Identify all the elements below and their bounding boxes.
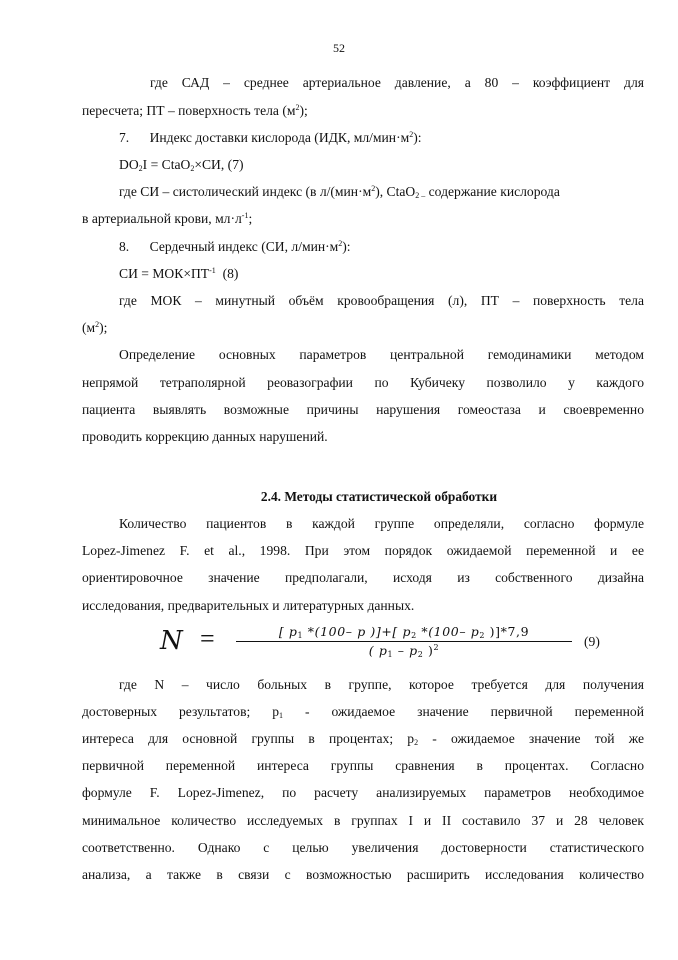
text-line: достоверных результатов; $p_1$ - ожидаемое значение первичной переменной [82, 704, 644, 720]
text-line: Lopez-Jimenez F. et al., 1998. При этом порядок ожидаемой переменной и ее [82, 543, 644, 558]
section-heading: 2.4. Методы статистической обработки [260, 489, 498, 504]
fraction-bar [236, 641, 572, 642]
text-line: исследования, предварительных и литературных данных. [82, 598, 415, 613]
text-line: Определение основных параметров центральной гемодинамики методом [119, 347, 644, 362]
page-number: 52 [333, 41, 345, 55]
text-line: Количество пациентов в каждой группе определяли, согласно формуле [119, 516, 644, 531]
formula-numerator: [ $p_1$ *(100– p )]+[ $p_2$ *(100– $p_2$ )]*7,9 [278, 624, 530, 640]
sample-size-formula [160, 624, 620, 664]
formula-line: СИ = $МОК\times ПТ^{-1}$ (8) [119, 266, 239, 281]
text-line: где САД – среднее артериальное давление, а 80 – коэффициент для [150, 75, 644, 90]
list-item: 8. Сердечный индекс (СИ, $л/мин\cdot м^2$): [119, 239, 351, 254]
text-line: непрямой тетраполярной реовазографии по Кубичеку позволило у каждого [82, 375, 644, 390]
text-line: где МОК – минутный объём кровообращения (л), ПТ – поверхность тела [119, 293, 644, 308]
list-item: 7. Индекс доставки кислорода (ИДК, $мл/мин\cdot м^2$): [119, 130, 422, 145]
text-line: пересчета; ПТ – поверхность тела $(м^2)$; [82, 103, 308, 118]
formula-lhs: N [160, 626, 183, 656]
formula-denominator: ( $p_1 - p_2$ )$^2$ [368, 643, 440, 659]
text-line: интереса для основной группы в процентах; $p_2$ - ожидаемое значение той же [82, 731, 644, 747]
text-line: $(м^2)$; [82, 320, 108, 335]
formula-line: $DO_2I$ = CtaO$_2$×СИ, (7) [119, 157, 244, 173]
text-line: ориентировочное значение предполагали, исходя из собственного дизайна [82, 570, 644, 585]
text-line: проводить коррекцию данных нарушений. [82, 429, 328, 444]
text-line: в артериальной крови, $мл\cdot л^{-1}$; [82, 211, 253, 226]
text-line: первичной переменной интереса группы сравнения в процентах. Согласно [82, 758, 644, 773]
text-line: минимальное количество исследуемых в группах I и II составило 37 и 28 человек [82, 813, 644, 828]
text-line: формуле F. Lopez-Jimenez, по расчету анализируемых параметров необходимое [82, 785, 644, 800]
text-line: анализа, а также в связи с возможностью расширить исследования количество [82, 867, 644, 882]
text-line: где СИ – систолический индекс (в $л/(мин\cdot м^2)$, CtaO$_{2 -}$ содержание кислорода [119, 184, 560, 200]
formula-equals: = [200, 624, 215, 653]
text-line: где N – число больных в группе, которое требуется для получения [119, 677, 644, 692]
text-line: пациента выявлять возможные причины нарушения гомеостаза и своевременно [82, 402, 644, 417]
text-line: соответственно. Однако с целью увеличения достоверности статистического [82, 840, 644, 855]
formula-number: (9) [584, 634, 600, 649]
